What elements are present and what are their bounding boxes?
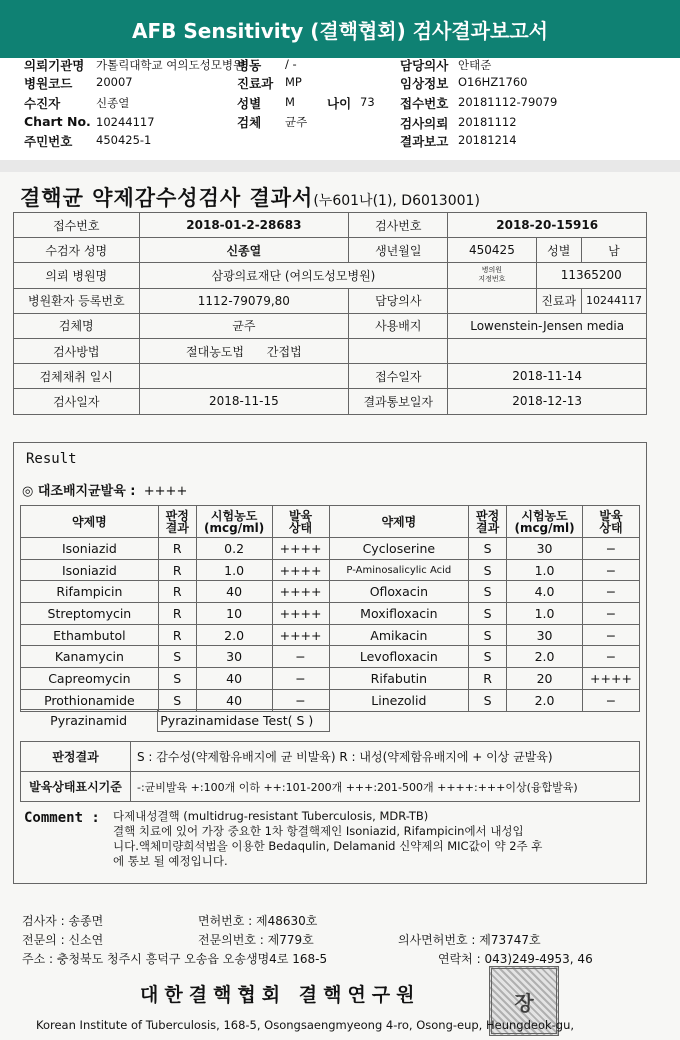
drug-result: S <box>469 581 507 603</box>
ward-label: 병동 <box>237 58 262 73</box>
method-1: 절대농도법 <box>186 344 244 359</box>
header-growth-right-2: 상태 <box>599 520 623 535</box>
drug-table <box>20 505 640 712</box>
req-date-value: 20181112 <box>458 115 517 129</box>
notify-label: 결과통보일자 <box>349 389 448 414</box>
drug-name: Rifabutin <box>329 668 469 690</box>
drug-concentration: 10 <box>196 603 272 625</box>
comment-line: 다제내성결핵 (multidrug-resistant Tuberculosis, MDR-TB) <box>113 809 429 823</box>
drug-growth: − <box>583 603 640 625</box>
examiner: 검사자 : 송종면 <box>22 914 104 928</box>
report-date-value: 20181214 <box>458 133 517 147</box>
medium-label: 사용배지 <box>349 313 448 338</box>
drug-result: S <box>469 538 507 560</box>
drug-growth: ++++ <box>272 624 329 646</box>
header-judge-2: 결과 <box>165 520 189 535</box>
hospital-no-label-1: 병의원 <box>481 266 503 275</box>
drug-result: S <box>469 646 507 668</box>
header-growth-1: 발육 <box>288 508 313 523</box>
specialist: 전문의 : 신소연 <box>22 933 104 947</box>
drug-row <box>21 668 640 690</box>
drug-growth: − <box>583 646 640 668</box>
drug-name: Levofloxacin <box>329 646 469 668</box>
document-title-text: 결핵균 약제감수성검사 결과서 <box>20 186 314 210</box>
doc-dept-label: 진료과 <box>536 288 581 313</box>
reg-label: 병원환자 등록번호 <box>14 288 140 313</box>
drug-result: S <box>158 646 196 668</box>
drug-name: Isoniazid <box>21 538 159 560</box>
control-growth <box>22 480 187 499</box>
drug-growth: − <box>583 624 640 646</box>
name-value: 신종열 <box>139 238 349 263</box>
header-conc-right-1: 시험농도 <box>521 508 568 523</box>
receipt-no-value: 2018-01-2-28683 <box>139 213 349 238</box>
drug-result: R <box>158 603 196 625</box>
report-header <box>0 0 680 58</box>
drug-concentration: 20 <box>507 668 583 690</box>
hospital-code-label: 병원코드 <box>24 76 73 91</box>
drug-concentration: 30 <box>196 646 272 668</box>
comment-line: 니다.액체미량희석법을 이용한 Bedaqulin, Delamanid 신약제의 MIC값이 약 2주 후 <box>113 839 543 853</box>
pza-table <box>20 709 330 732</box>
header-conc-right-2: (mcg/ml) <box>514 520 575 535</box>
drug-result: R <box>158 559 196 581</box>
doctor-label: 담당의사 <box>400 58 449 73</box>
drug-name: Linezolid <box>329 689 469 711</box>
name-label: 수검자 성명 <box>14 238 140 263</box>
header-conc-right <box>507 506 583 538</box>
header-conc <box>196 506 272 538</box>
english-address: Korean Institute of Tuberculosis, 168-5, Osongsaengmyeong 4-ro, Osong-eup, Heungdeok-gu, <box>36 1018 575 1032</box>
drug-concentration: 40 <box>196 668 272 690</box>
medium-value: Lowenstein-Jensen media <box>448 313 647 338</box>
legend-table <box>20 741 640 802</box>
examiner-license: 면허번호 : 제48630호 <box>198 914 318 928</box>
drug-growth: − <box>583 538 640 560</box>
institution-label: 의뢰기관명 <box>24 58 85 73</box>
doc-dept-value: 10244117 <box>581 288 646 313</box>
drug-row <box>21 581 640 603</box>
header-growth-right-1: 발육 <box>599 508 623 523</box>
legend-growth: -:균비발육 +:100개 이하 ++:101-200개 +++:201-500개 ++++:+++이상(융합발육) <box>131 772 640 802</box>
header-drug: 약제명 <box>21 506 159 538</box>
drug-result: S <box>469 689 507 711</box>
pza-name: Pyrazinamid <box>20 710 158 732</box>
collect-label: 검체채취 일시 <box>14 364 140 389</box>
doctor-value: 안태준 <box>458 58 492 72</box>
specimen-name-value: 균주 <box>139 313 349 338</box>
drug-concentration: 30 <box>507 538 583 560</box>
drug-growth: − <box>583 689 640 711</box>
report-date-label: 결과보고 <box>400 134 449 149</box>
resident-label: 주민번호 <box>24 134 73 149</box>
receipt-no-label: 접수번호 <box>14 213 140 238</box>
hospital-code-value: 20007 <box>96 75 133 89</box>
drug-result: S <box>469 559 507 581</box>
drug-row <box>21 559 640 581</box>
header-growth <box>272 506 329 538</box>
drug-result: R <box>158 624 196 646</box>
receipt-value: 20181112-79079 <box>458 95 558 109</box>
drug-result: S <box>469 624 507 646</box>
header-judge-right-1: 판정 <box>476 508 500 523</box>
receipt-label: 접수번호 <box>400 96 449 111</box>
drug-growth: − <box>272 646 329 668</box>
test-date-label: 검사일자 <box>14 389 140 414</box>
recv-value: 2018-11-14 <box>448 364 647 389</box>
ward-value: / - <box>285 57 297 71</box>
comment-text <box>113 809 633 869</box>
drug-growth: − <box>583 581 640 603</box>
drug-name: Prothionamide <box>21 689 159 711</box>
drug-row <box>21 538 640 560</box>
resident-value: 450425-1 <box>96 133 152 147</box>
notify-value: 2018-12-13 <box>448 389 647 414</box>
legend-growth-label: 발육상태표시기준 <box>21 772 131 802</box>
patient-info-panel <box>0 52 680 162</box>
document-title <box>20 182 480 212</box>
drug-concentration: 2.0 <box>196 624 272 646</box>
header-judge <box>158 506 196 538</box>
document-title-code: (누601나(1), D6013001) <box>313 193 480 209</box>
method-label: 검사방법 <box>14 338 140 363</box>
drug-growth: ++++ <box>272 581 329 603</box>
specimen-value: 균주 <box>285 115 308 129</box>
method-2: 간접법 <box>266 344 302 359</box>
drug-name: Kanamycin <box>21 646 159 668</box>
chart-value: 10244117 <box>96 115 155 129</box>
birth-label: 생년월일 <box>349 238 448 263</box>
drug-result: R <box>469 668 507 690</box>
specimen-name-label: 검체명 <box>14 313 140 338</box>
drug-concentration: 1.0 <box>507 559 583 581</box>
dept-value: MP <box>285 75 302 89</box>
result-title: Result <box>26 451 77 467</box>
hospital-value: 삼광의료재단 (여의도성모병원) <box>139 263 448 288</box>
drug-growth: − <box>272 689 329 711</box>
drug-concentration: 2.0 <box>507 689 583 711</box>
birth-value: 450425 <box>448 238 536 263</box>
comment-line: 결핵 치료에 있어 가장 중요한 1차 항결핵제인 Isoniazid, Rifampicin에서 내성입 <box>113 824 524 838</box>
pza-result: Pyrazinamidase Test( S ) <box>158 710 330 732</box>
drug-name: Ethambutol <box>21 624 159 646</box>
dept-label: 진료과 <box>237 76 274 91</box>
drug-growth: ++++ <box>272 559 329 581</box>
sex-value-doc: 남 <box>581 238 646 263</box>
phone: 연락처 : 043)249-4953, 46 <box>438 952 593 966</box>
drug-row <box>21 689 640 711</box>
header-judge-right <box>469 506 507 538</box>
header-judge-1: 판정 <box>165 508 189 523</box>
header-growth-right <box>583 506 640 538</box>
drug-row <box>21 646 640 668</box>
age-label: 나이 <box>327 96 352 111</box>
doc-doctor-value <box>448 288 536 313</box>
separator <box>0 160 680 172</box>
drug-growth: ++++ <box>583 668 640 690</box>
drug-growth: ++++ <box>272 603 329 625</box>
drug-concentration: 40 <box>196 581 272 603</box>
header-drug-right: 약제명 <box>329 506 469 538</box>
drug-row <box>21 603 640 625</box>
drug-name: Isoniazid <box>21 559 159 581</box>
drug-growth: − <box>583 559 640 581</box>
header-conc-2: (mcg/ml) <box>204 520 265 535</box>
header-conc-1: 시험농도 <box>210 508 258 523</box>
report-title: AFB Sensitivity (결핵협회) 검사결과보고서 <box>132 18 548 43</box>
address: 주소 : 충청북도 청주시 흥덕구 오송읍 오송생명4로 168-5 <box>22 952 328 966</box>
test-date-value: 2018-11-15 <box>139 389 349 414</box>
exam-no-value: 2018-20-15916 <box>448 213 647 238</box>
drug-name: P-Aminosalicylic Acid <box>329 559 469 581</box>
age-value: 73 <box>360 95 375 109</box>
patient-value: 신종열 <box>96 96 130 110</box>
clinical-value: O16HZ1760 <box>458 75 528 89</box>
seal-text: 장 <box>514 991 534 1015</box>
hospital-label: 의뢰 병원명 <box>14 263 140 288</box>
drug-result: S <box>158 689 196 711</box>
patient-label: 수진자 <box>24 96 61 111</box>
req-date-label: 검사의뢰 <box>400 116 449 131</box>
drug-name: Cycloserine <box>329 538 469 560</box>
doc-doctor-label: 담당의사 <box>349 288 448 313</box>
drug-concentration: 40 <box>196 689 272 711</box>
reg-value: 1112-79079,80 <box>139 288 349 313</box>
drug-name: Amikacin <box>329 624 469 646</box>
drug-result: R <box>158 581 196 603</box>
specialist-license: 전문의번호 : 제779호 <box>198 933 314 947</box>
drug-result: S <box>158 668 196 690</box>
drug-name: Streptomycin <box>21 603 159 625</box>
patient-table <box>13 212 647 415</box>
control-growth-label: ◎ 대조배지균발육 : <box>22 484 136 499</box>
drug-concentration: 30 <box>507 624 583 646</box>
doctor-license: 의사면허번호 : 제73747호 <box>398 933 541 947</box>
sex-value: M <box>285 95 295 109</box>
hospital-no-label-2: 지정번호 <box>478 275 506 284</box>
specimen-label: 검체 <box>237 115 262 130</box>
drug-growth: − <box>272 668 329 690</box>
drug-concentration: 2.0 <box>507 646 583 668</box>
header-growth-2: 상태 <box>288 520 313 535</box>
drug-result: S <box>469 603 507 625</box>
clinical-label: 임상정보 <box>400 76 449 91</box>
exam-no-label: 검사번호 <box>349 213 448 238</box>
sex-label-doc: 성별 <box>536 238 581 263</box>
recv-label: 접수일자 <box>349 364 448 389</box>
header-judge-right-2: 결과 <box>476 520 500 535</box>
comment-label: Comment : <box>24 810 100 826</box>
drug-name: Rifampicin <box>21 581 159 603</box>
control-growth-value: ++++ <box>143 484 188 499</box>
legend-judge: S : 감수성(약제함유배지에 균 비발육) R : 내성(약제함유배지에 + 이상 균발육) <box>131 742 640 772</box>
sex-label: 성별 <box>237 96 262 111</box>
drug-row <box>21 624 640 646</box>
drug-concentration: 0.2 <box>196 538 272 560</box>
comment-line: 에 통보 될 예정입니다. <box>113 854 228 868</box>
drug-concentration: 4.0 <box>507 581 583 603</box>
hospital-no-label <box>448 263 536 288</box>
organization-name: 대한결핵협회 결핵연구원 <box>140 984 421 1006</box>
drug-result: R <box>158 538 196 560</box>
legend-judge-label: 판정결과 <box>21 742 131 772</box>
drug-growth: ++++ <box>272 538 329 560</box>
drug-name: Moxifloxacin <box>329 603 469 625</box>
collect-value <box>139 364 349 389</box>
drug-concentration: 1.0 <box>196 559 272 581</box>
drug-name: Capreomycin <box>21 668 159 690</box>
chart-label: Chart No. <box>24 114 91 129</box>
drug-name: Ofloxacin <box>329 581 469 603</box>
institution-value: 가톨릭대학교 여의도성모병원 <box>96 58 245 72</box>
method-value <box>139 338 349 363</box>
hospital-no-value: 11365200 <box>536 263 646 288</box>
drug-concentration: 1.0 <box>507 603 583 625</box>
